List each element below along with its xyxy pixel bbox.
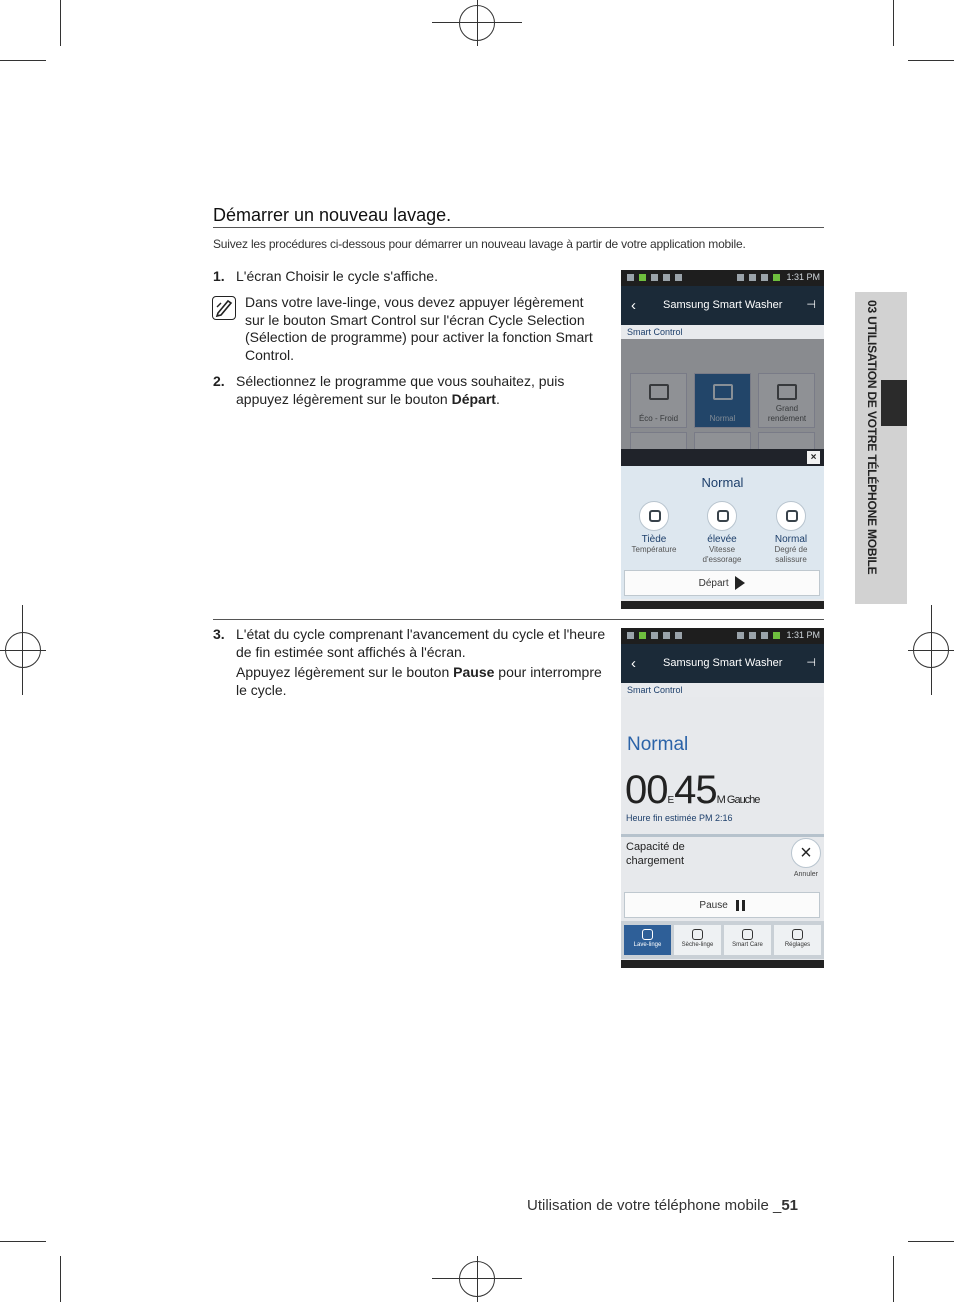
crop-mark bbox=[893, 1256, 894, 1302]
smart-control-label: Smart Control bbox=[621, 683, 824, 697]
registration-mark bbox=[908, 650, 954, 651]
cycle-progress-bar bbox=[621, 834, 824, 837]
status-bar bbox=[621, 628, 824, 644]
registration-mark bbox=[0, 650, 46, 651]
note-pencil-icon bbox=[212, 296, 236, 320]
tile-eco-froid[interactable]: Éco - Froid bbox=[630, 373, 687, 428]
cancel-label: Annuler bbox=[793, 871, 818, 878]
note-text: Dans votre lave-linge, vous devez appuyer légèrement sur le bouton Smart Control sur l'écran Cycle Selection (Sélection de programme) pour activer la fonction Smart Control. bbox=[245, 294, 593, 363]
step-text: L'état du cycle comprenant l'avancement du cycle et l'heure de fin estimée sont affichés à l'écran. Appuyez légèrement sur le bouton Pause pour interrompre le cycle. bbox=[236, 626, 606, 698]
cycle-status-text: Capacité de chargement bbox=[626, 841, 685, 867]
crop-mark bbox=[0, 60, 46, 61]
menu-icon[interactable]: ⊣ bbox=[806, 657, 816, 669]
crop-mark bbox=[908, 60, 954, 61]
start-button[interactable]: Départ bbox=[624, 570, 820, 596]
back-chevron-icon[interactable]: ‹ bbox=[631, 655, 636, 672]
footer-text: Utilisation de votre téléphone mobile _ bbox=[527, 1197, 782, 1214]
screen-bottom-bar bbox=[621, 601, 824, 609]
play-icon bbox=[735, 576, 745, 590]
tile-grand-rendement[interactable]: Grand rendement bbox=[758, 373, 815, 428]
tab-lave-linge[interactable]: Lave-linge bbox=[624, 925, 671, 955]
gear-icon bbox=[792, 929, 803, 940]
registration-mark bbox=[477, 0, 478, 46]
tile-normal[interactable]: Normal bbox=[694, 373, 751, 428]
remaining-time: 00E45M Gauche bbox=[625, 768, 760, 812]
option-soil-level[interactable]: Normal Degré de salissure bbox=[758, 501, 824, 565]
program-name: Normal bbox=[627, 734, 689, 755]
step-1 bbox=[213, 267, 603, 287]
dryer-icon bbox=[692, 929, 703, 940]
estimated-end-time: Heure fin estimée PM 2:16 bbox=[626, 813, 733, 823]
crop-mark bbox=[0, 1241, 46, 1242]
washer-icon bbox=[642, 929, 653, 940]
section-intro: Suivez les procédures ci-dessous pour démarrer un nouveau lavage à partir de votre application mobile. bbox=[213, 237, 746, 251]
status-time: 1:31 PM bbox=[786, 272, 820, 282]
smart-control-label: Smart Control bbox=[621, 325, 824, 339]
thermometer-icon bbox=[639, 501, 669, 531]
step-3 bbox=[213, 625, 613, 705]
crop-mark bbox=[908, 1241, 954, 1242]
chapter-side-tab bbox=[855, 292, 907, 604]
back-chevron-icon[interactable]: ‹ bbox=[631, 297, 636, 314]
title-rule bbox=[213, 227, 824, 228]
cancel-x-icon[interactable]: × bbox=[791, 838, 821, 868]
bottom-tab-bar bbox=[621, 921, 824, 959]
tab-reglages[interactable]: Réglages bbox=[774, 925, 821, 955]
option-temperature[interactable]: Tiède Température bbox=[621, 501, 687, 555]
shirt-icon bbox=[776, 501, 806, 531]
dim-overlay bbox=[621, 339, 824, 449]
tab-smart-care[interactable]: Smart Care bbox=[724, 925, 771, 955]
crop-mark bbox=[60, 1256, 61, 1302]
registration-mark bbox=[477, 1256, 478, 1302]
app-title: Samsung Smart Washer bbox=[663, 299, 783, 311]
close-icon[interactable]: × bbox=[807, 451, 820, 464]
app-title: Samsung Smart Washer bbox=[663, 657, 783, 669]
tab-seche-linge[interactable]: Sèche-linge bbox=[674, 925, 721, 955]
app-bar bbox=[621, 286, 824, 325]
popup-program-name: Normal bbox=[701, 475, 744, 490]
step-divider bbox=[213, 619, 824, 620]
step-number: 2. bbox=[213, 373, 225, 389]
phone-screen-cycle-selection bbox=[621, 270, 824, 609]
spin-icon bbox=[707, 501, 737, 531]
chapter-tab-marker bbox=[881, 380, 907, 426]
step-number: 3. bbox=[213, 626, 225, 642]
pause-button[interactable]: Pause bbox=[624, 892, 820, 918]
crop-mark bbox=[60, 0, 61, 46]
status-bar bbox=[621, 270, 824, 286]
phone-screen-cycle-status bbox=[621, 628, 824, 968]
section-title: Démarrer un nouveau lavage. bbox=[213, 205, 452, 225]
chapter-tab-label: 03 UTILISATION DE VOTRE TÉLÉPHONE MOBILE bbox=[865, 300, 879, 575]
popup-header bbox=[621, 449, 824, 466]
screen-bottom-bar bbox=[621, 960, 824, 968]
app-bar bbox=[621, 644, 824, 683]
status-time: 1:31 PM bbox=[786, 630, 820, 640]
step-text: L'écran Choisir le cycle s'affiche. bbox=[236, 268, 438, 284]
step-number: 1. bbox=[213, 268, 225, 284]
option-spin-speed[interactable]: élevée Vitesse d'essorage bbox=[689, 501, 755, 565]
pause-icon bbox=[736, 900, 745, 911]
smart-care-icon bbox=[742, 929, 753, 940]
step-text: Sélectionnez le programme que vous souhaitez, puis appuyez légèrement sur le bouton Départ. bbox=[236, 373, 565, 407]
crop-mark bbox=[893, 0, 894, 46]
step-2 bbox=[213, 372, 603, 412]
page-footer bbox=[527, 1197, 798, 1214]
menu-icon[interactable]: ⊣ bbox=[806, 299, 816, 311]
page-number: 51 bbox=[781, 1197, 799, 1214]
